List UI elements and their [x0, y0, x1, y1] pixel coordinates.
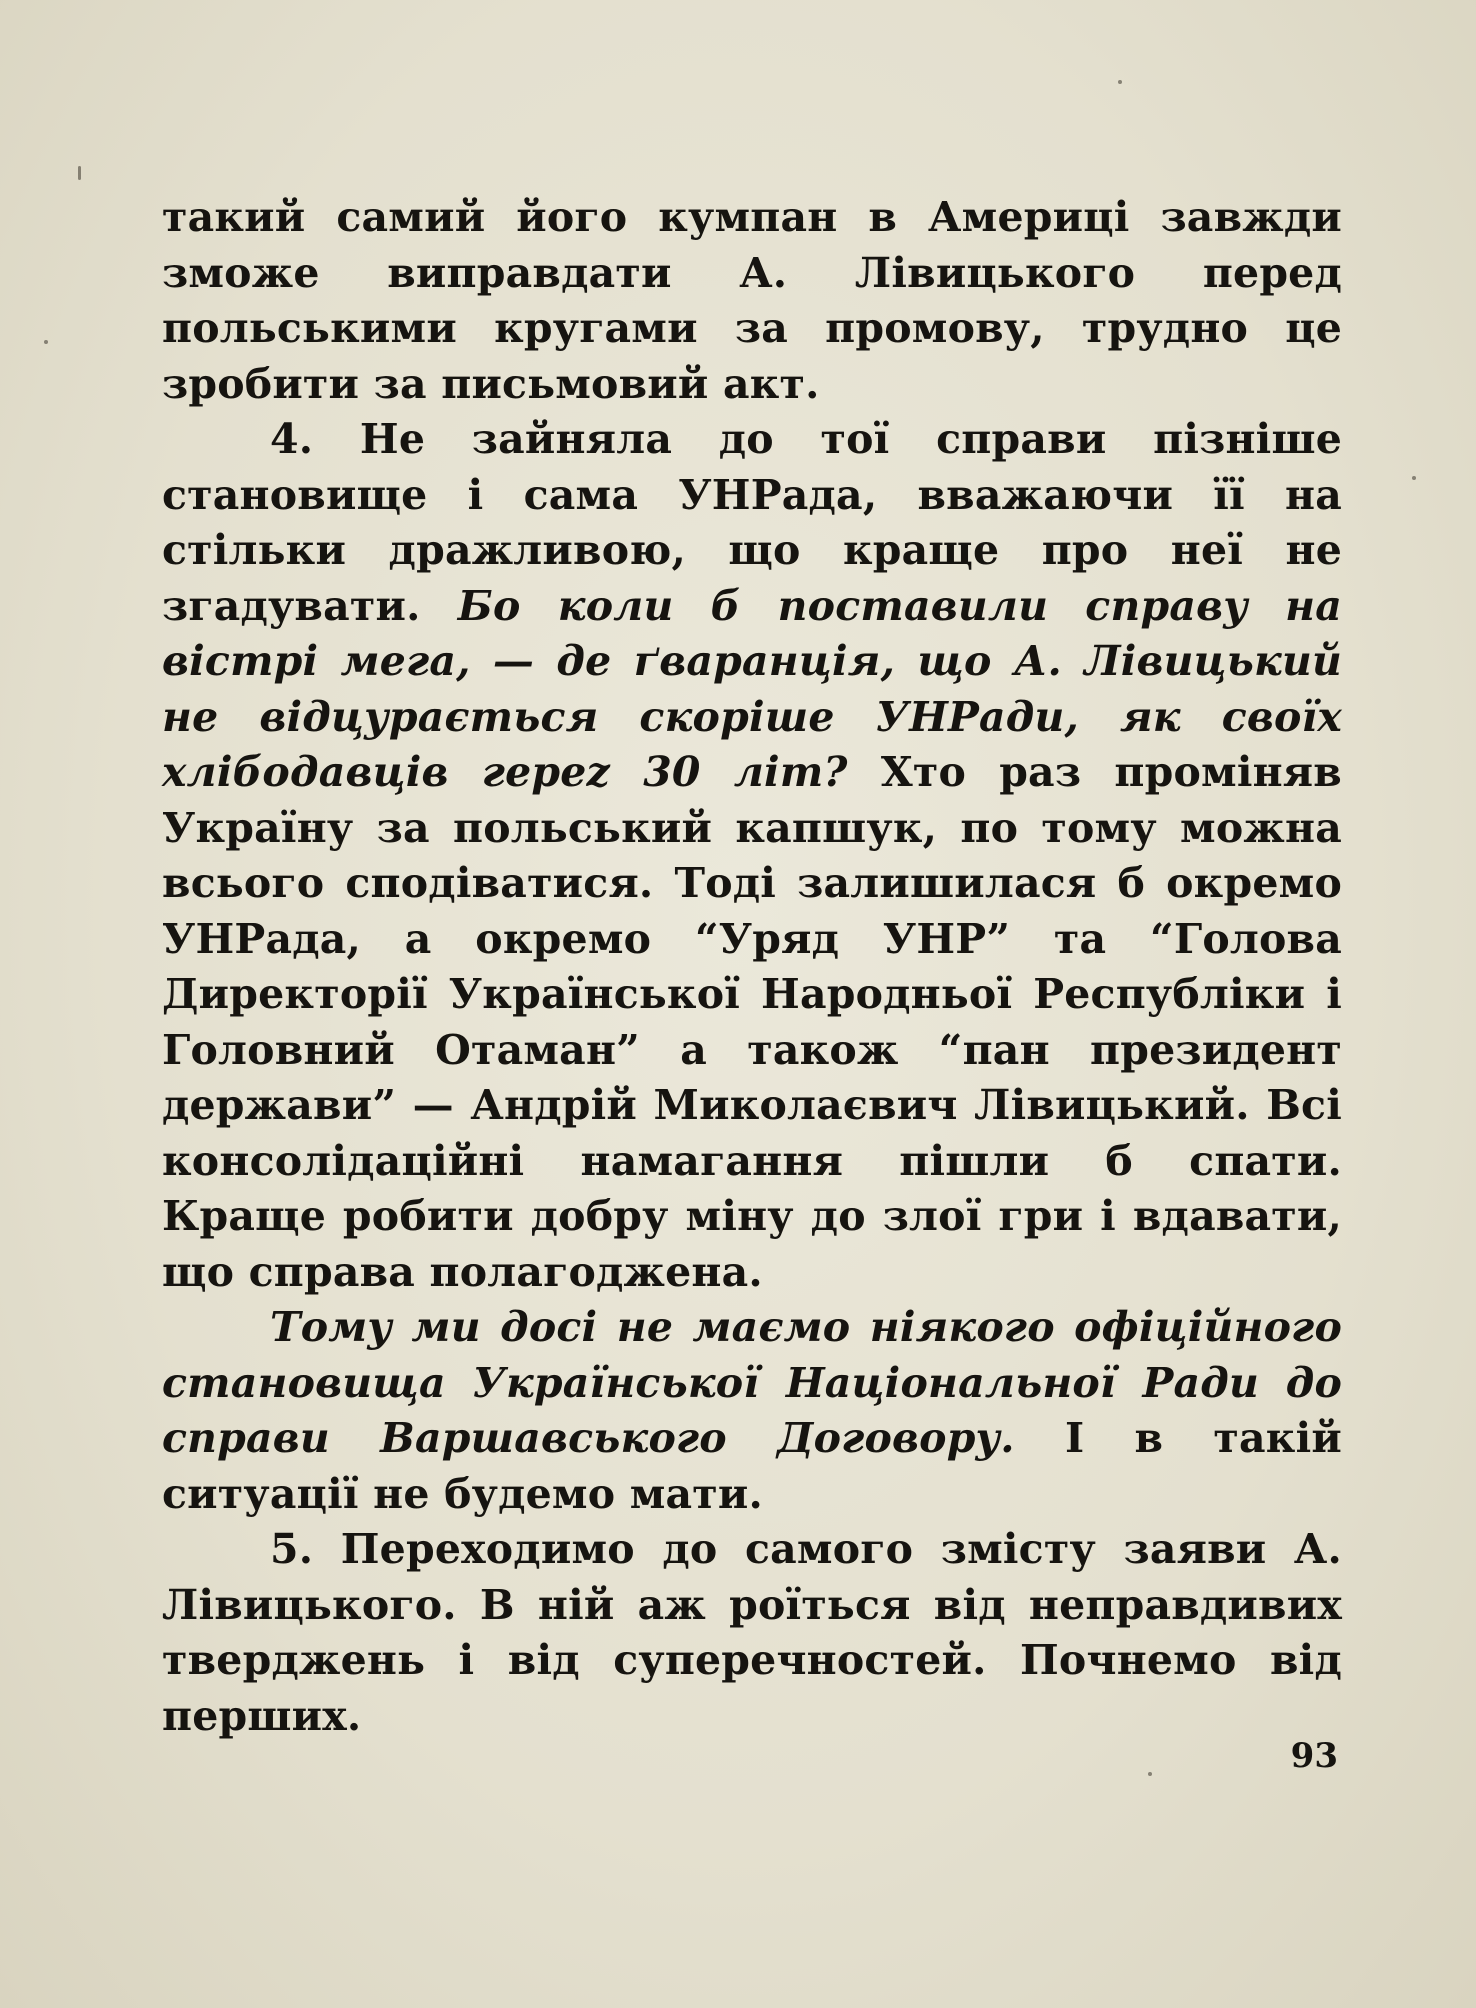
paragraph-1-text: такий самий його кумпан в Америці завжди зможе виправдати А. Лівицького перед польськими кругами за промову, трудно це зробити за письмовий акт.	[162, 193, 1342, 408]
paper-speck	[78, 166, 81, 180]
paragraph-1	[162, 190, 1342, 412]
paragraph-2	[162, 412, 1342, 1300]
paragraph-3-text: І в такій ситуації не будемо мати.	[162, 1414, 1342, 1518]
paper-speck	[44, 340, 48, 344]
paragraph-4	[162, 1522, 1342, 1744]
paragraph-2-text-a: 4. Не зайняла до тої справи пізніше становище і сама УНРада, вважаючи її на стільки дражливою, що краще про неї не згадувати.	[162, 415, 1342, 630]
paper-speck	[1412, 476, 1416, 480]
paper-speck	[1118, 80, 1122, 84]
page-text	[162, 190, 1342, 1744]
paper-speck	[1148, 1772, 1152, 1776]
page-number: 93	[1290, 1736, 1338, 1776]
paragraph-3-italic: Тому ми досі не маємо ніякого офіційного становища Української Національної Ради до справи Варшавського Договору.	[162, 1303, 1342, 1462]
paragraph-4-text: 5. Переходимо до самого змісту заяви А. Лівицького. В ній аж роїться від неправдивих тверджень і від суперечностей. Почнемо від перших.	[162, 1525, 1342, 1740]
paragraph-3	[162, 1300, 1342, 1522]
paragraph-2-italic: Бо коли б поставили справу на вістрі мега, — де ґваранція, що А. Лівицький не відцурається скоріше УНРади, як своїх хлібодавців гереz 30 літ?	[162, 581, 1343, 796]
paragraph-2-text-b: Хто раз проміняв Україну за польський капшук, по тому можна всього сподіватися. Тоді залишилася б окремо УНРада, а окремо “Уряд УНР” та “Голова Директорії Української Народньої Республіки і Головний Отаман” а також “пан президент держави” — Андрій Миколаєвич Лівицький. Всі консолідаційні намагання пішли б спати. Краще робити добру міну до злої гри і вдавати, що справа полагоджена.	[162, 748, 1342, 1296]
